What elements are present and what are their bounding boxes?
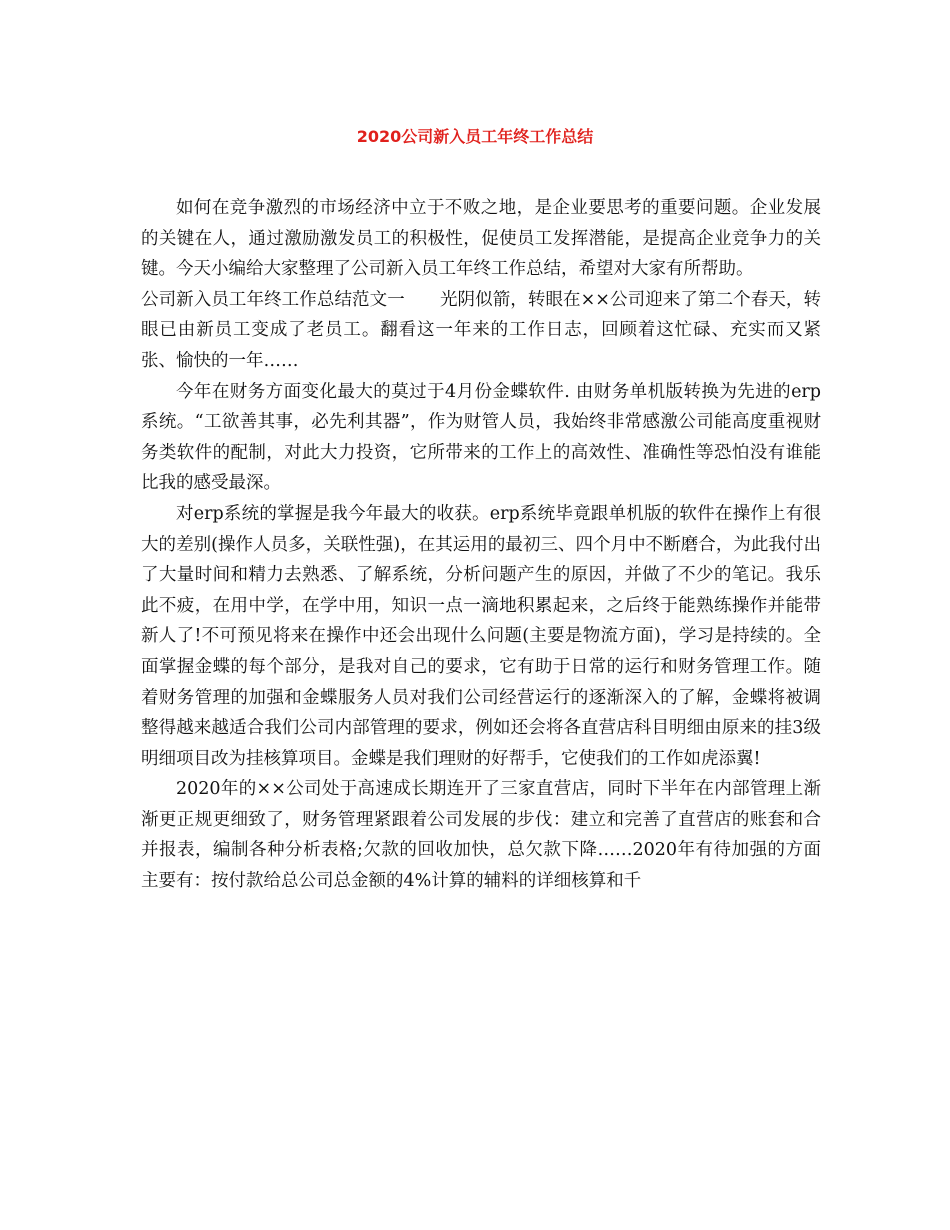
- document-body: [141, 193, 821, 897]
- paragraph-company-growth: 2020年的××公司处于高速成长期连开了三家直营店，同时下半年在内部管理上渐渐更正规更细致了，财务管理紧跟着公司发展的步伐：建立和完善了直营店的账套和合并报表，编制各种分析表格;欠款的回收加快，总欠款下降……2020年有待加强的方面主要有：按付款给总公司总金额的4%计算的辅料的详细核算和千: [141, 779, 821, 892]
- paragraph-sample-heading: 公司新入员工年终工作总结范文一 光阴似箭，转眼在××公司迎来了第二个春天，转眼已由新员工变成了老员工。翻看这一年来的工作日志，回顾着这忙碌、充实而又紧张、愉快的一年……: [141, 289, 821, 371]
- paragraph-intro: 如何在竞争激烈的市场经济中立于不败之地，是企业要思考的重要问题。企业发展的关键在人，通过激励激发员工的积极性，促使员工发挥潜能，是提高企业竞争力的关键。今天小编给大家整理了公司新入员工年终工作总结，希望对大家有所帮助。: [141, 198, 821, 280]
- paragraph-erp-mastery: 对erp系统的掌握是我今年最大的收获。erp系统毕竟跟单机版的软件在操作上有很大的差别(操作人员多，关联性强)，在其运用的最初三、四个月中不断磨合，为此我付出了大量时间和精力去熟悉、了解系统，分析问题产生的原因，并做了不少的笔记。我乐此不疲，在用中学，在学中用，知识一点一滴地积累起来，之后终于能熟练操作并能带新人了!不可预见将来在操作中还会出现什么问题(主要是物流方面)，学习是持续的。全面掌握金蝶的每个部分，是我对自己的要求，它有助于日常的运行和财务管理工作。随着财务管理的加强和金蝶服务人员对我们公司经营运行的逐渐深入的了解，金蝶将被调整得越来越适合我们公司内部管理的要求，例如还会将各直营店科目明细由原来的挂3级明细项目改为挂核算项目。金蝶是我们理财的好帮手，它使我们的工作如虎添翼!: [141, 503, 821, 769]
- paragraph-erp-change: 今年在财务方面变化最大的莫过于4月份金蝶软件. 由财务单机版转换为先进的erp系统。“工欲善其事，必先利其器”，作为财管人员，我始终非常感激公司能高度重视财务类软件的配制，对此大力投资，它所带来的工作上的高效性、准确性等恐怕没有谁能比我的感受最深。: [141, 381, 821, 494]
- document-title: 2020公司新入员工年终工作总结: [356, 127, 594, 146]
